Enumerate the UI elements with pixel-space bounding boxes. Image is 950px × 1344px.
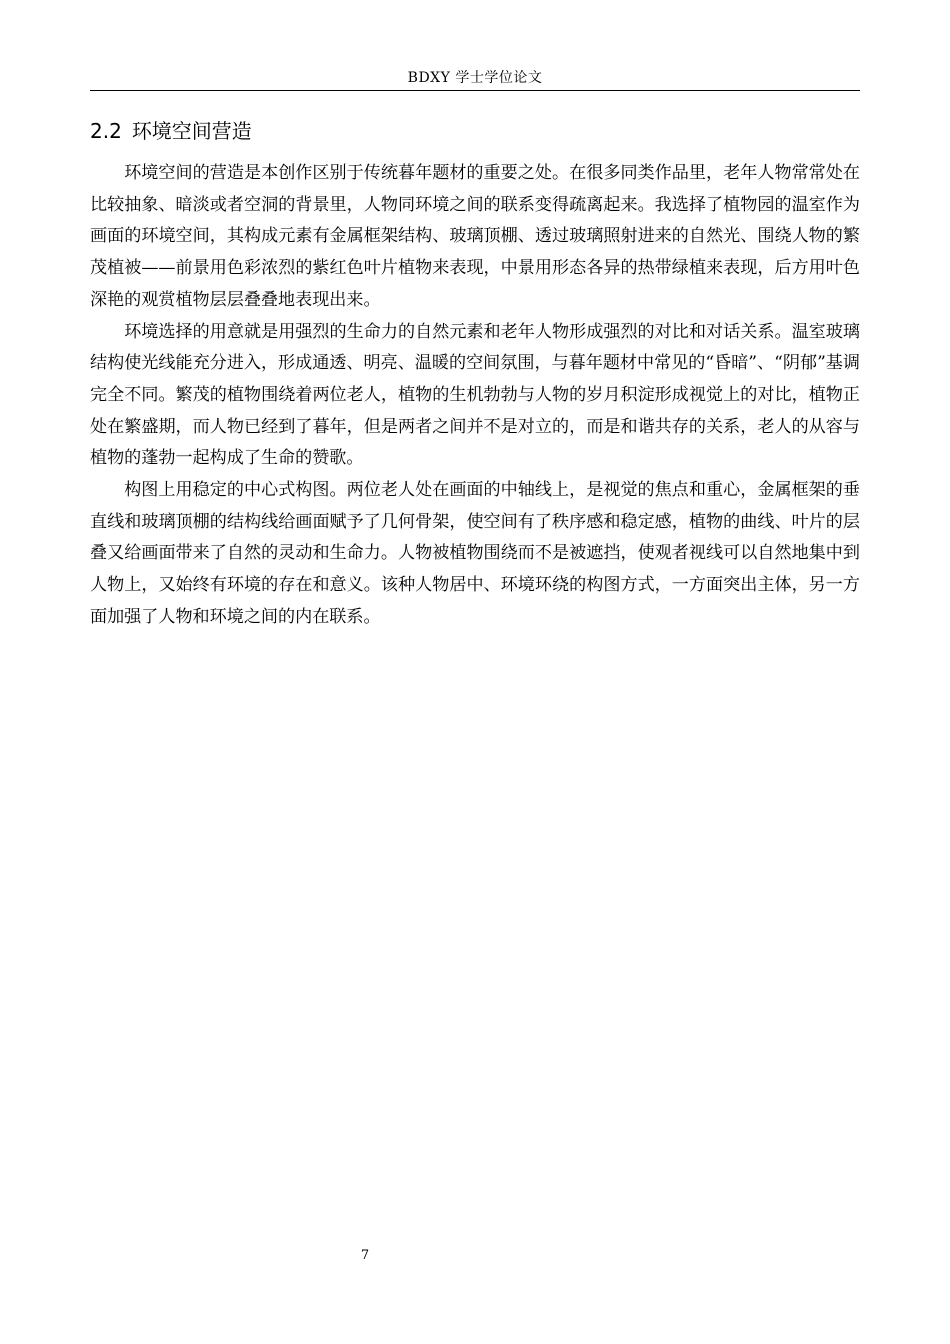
paragraph-2: 环境选择的用意就是用强烈的生命力的自然元素和老年人物形成强烈的对比和对话关系。温室玻璃结构使光线能充分进入，形成通透、明亮、温暖的空间氛围，与暮年题材中常见的“昏暗”、“阴郁”基调完全不同。繁茂的植物围绕着两位老人，植物的生机勃勃与人物的岁月积淀形成视觉上的对比，植物正处在繁盛期，而人物已经到了暮年，但是两者之间并不是对立的，而是和谐共存的关系，老人的从容与植物的蓬勃一起构成了生命的赞歌。 [90, 321, 860, 469]
section-title: 环境空间营造 [131, 119, 252, 143]
running-header: BDXY 学士学位论文 [407, 70, 543, 86]
page-number: 7 [360, 1248, 370, 1263]
header-divider [90, 90, 860, 91]
paragraph-3: 构图上用稳定的中心式构图。两位老人处在画面的中轴线上，是视觉的焦点和重心，金属框架的垂直线和玻璃顶棚的结构线给画面赋予了几何骨架，使空间有了秩序感和稳定感，植物的曲线、叶片的层叠又给画面带来了自然的灵动和生命力。人物被植物围绕而不是被遮挡，使观者视线可以自然地集中到人物上，又始终有环境的存在和意义。该种人物居中、环境环绕的构图方式，一方面突出主体，另一方面加强了人物和环境之间的内在联系。 [90, 480, 860, 627]
paragraph-1: 环境空间的营造是本创作区别于传统暮年题材的重要之处。在很多同类作品里，老年人物常常处在比较抽象、暗淡或者空洞的背景里，人物同环境之间的联系变得疏离起来。我选择了植物园的温室作为画面的环境空间，其构成元素有金属框架结构、玻璃顶棚、透过玻璃照射进来的自然光、围绕人物的繁茂植被——前景用色彩浓烈的紫红色叶片植物来表现，中景用形态各异的热带绿植来表现，后方用叶色深艳的观赏植物层层叠叠地表现出来。 [90, 163, 860, 310]
body-text [90, 158, 860, 634]
section-number: 2.2 [90, 119, 122, 143]
section-heading [90, 117, 252, 145]
